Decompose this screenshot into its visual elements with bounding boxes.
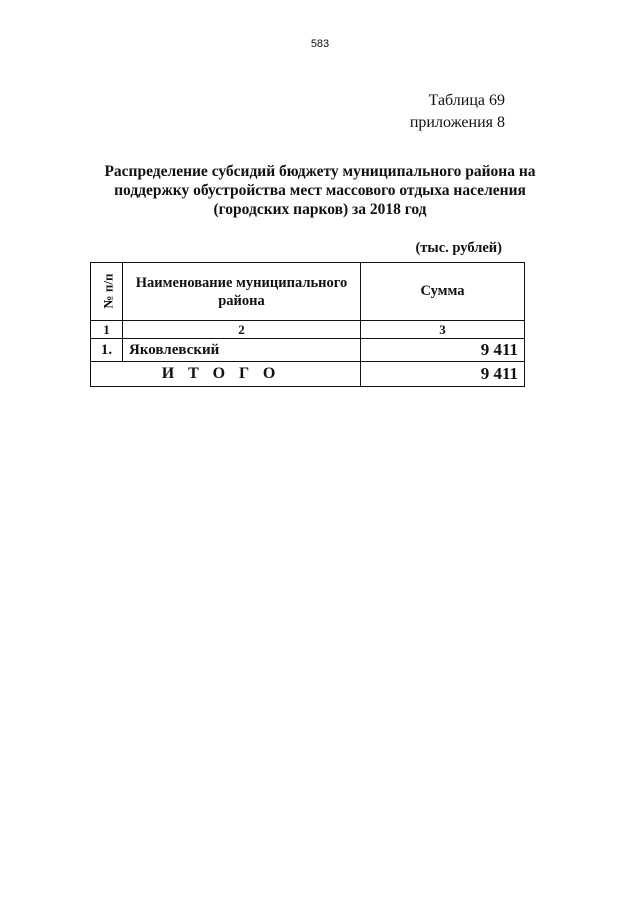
- page-number: 583: [310, 38, 330, 50]
- table-reference-appendix: приложения 8: [409, 114, 505, 131]
- table-row: [91, 339, 525, 362]
- index-cell: 2: [123, 321, 361, 339]
- row-sum: 9 411: [361, 339, 525, 362]
- table-reference-number: Таблица 69: [428, 92, 505, 109]
- table-header-row: [91, 263, 525, 321]
- table-reference: [410, 90, 505, 134]
- header-sum: Сумма: [361, 263, 525, 321]
- index-cell: 1: [91, 321, 123, 339]
- total-sum: 9 411: [361, 362, 525, 387]
- document-title: [85, 162, 555, 219]
- units-label: (тыс. рублей): [415, 240, 502, 256]
- table-index-row: [91, 321, 525, 339]
- document-title-line-1: Распределение субсидий бюджету муниципального района на: [104, 163, 536, 180]
- table-total-row: [91, 362, 525, 387]
- subsidy-table: [90, 262, 525, 387]
- row-district: Яковлевский: [123, 339, 361, 362]
- row-number: 1.: [91, 339, 123, 362]
- header-district-name: Наименование муниципального района: [123, 263, 361, 321]
- index-cell: 3: [361, 321, 525, 339]
- document-title-line-2: поддержку обустройства мест массового отдыха населения: [114, 182, 526, 199]
- document-title-line-3: (городских парков) за 2018 год: [213, 201, 427, 218]
- header-number: № п/п: [91, 263, 123, 321]
- total-label: ИТОГО: [91, 362, 361, 387]
